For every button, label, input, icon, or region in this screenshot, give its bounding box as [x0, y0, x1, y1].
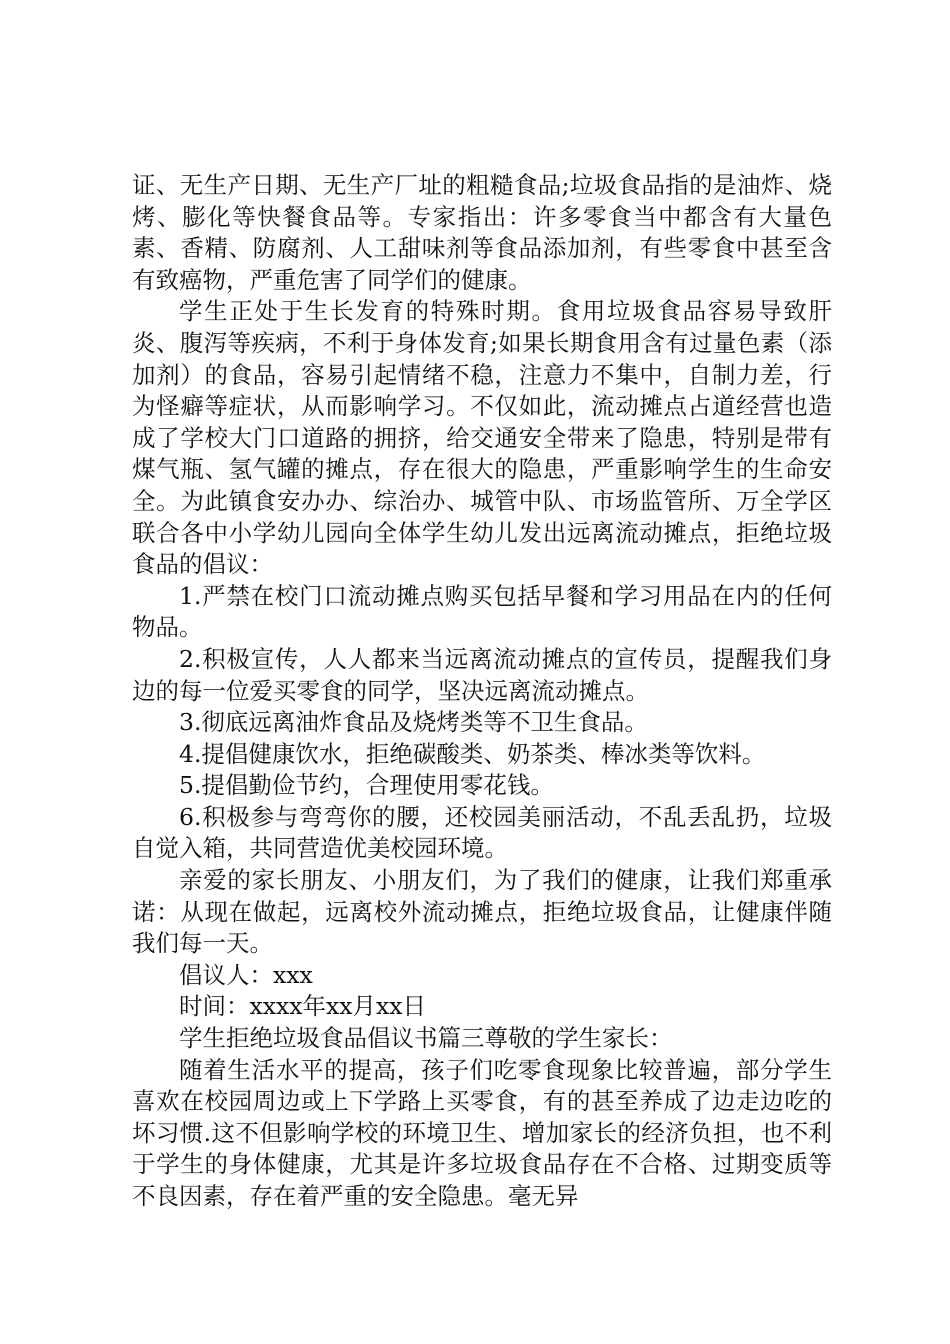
paragraph-commitment: 亲爱的家长朋友、小朋友们，为了我们的健康，让我们郑重承诺：从现在做起，远离校外流动摊点，拒绝垃圾食品，让健康伴随我们每一天。	[132, 866, 832, 958]
signature-date: 时间：xxxx年xx月xx日	[179, 992, 427, 1021]
section-heading-letter-three: 学生拒绝垃圾食品倡议书篇三尊敬的学生家长：	[179, 1024, 673, 1053]
proposal-item-6: 6.积极参与弯弯你的腰，还校园美丽活动，不乱丢乱扔，垃圾自觉入箱，共同营造优美校园环境。	[132, 802, 832, 863]
proposal-item-3: 3.彻底远离油炸食品及烧烤类等不卫生食品。	[179, 708, 648, 737]
paragraph-health-risks: 学生正处于生长发育的特殊时期。食用垃圾食品容易导致肝炎、腹泻等疾病，不利于身体发育;如果长期食用含有过量色素（添加剂）的食品，容易引起情绪不稳，注意力不集中，自制力差，行为怪癖等症状，从而影响学习。不仅如此，流动摊点占道经营也造成了学校大门口道路的拥挤，给交通安全带来了隐患，特别是带有煤气瓶、氢气罐的摊点，存在很大的隐患，严重影响学生的生命安全。为此镇食安办办、综治办、城管中队、市场监管所、万全学区联合各中小学幼儿园向全体学生幼儿发出远离流动摊点，拒绝垃圾食品的倡议：	[132, 297, 832, 579]
paragraph-snacking-habits: 随着生活水平的提高，孩子们吃零食现象比较普遍，部分学生喜欢在校园周边或上下学路上买零食，有的甚至养成了边走边吃的坏习惯.这不但影响学校的环境卫生、增加家长的经济负担，也不利于学生的身体健康，尤其是许多垃圾食品存在不合格、过期变质等不良因素，存在着严重的安全隐患。毫无异	[132, 1055, 832, 1210]
proposal-item-1: 1.严禁在校门口流动摊点购买包括早餐和学习用品在内的任何物品。	[132, 581, 832, 642]
proposal-item-5: 5.提倡勤俭节约，合理使用零花钱。	[179, 771, 554, 800]
signature-proposer: 倡议人：xxx	[179, 960, 313, 989]
proposal-item-4: 4.提倡健康饮水，拒绝碳酸类、奶茶类、棒冰类等饮料。	[179, 739, 766, 768]
paragraph-continuation: 证、无生产日期、无生产厂址的粗糙食品;垃圾食品指的是油炸、烧烤、膨化等快餐食品等。专家指出：许多零食当中都含有大量色素、香精、防腐剂、人工甜味剂等食品添加剂，有些零食中甚至含有致癌物，严重危害了同学们的健康。	[132, 171, 832, 294]
document-page	[132, 170, 832, 1213]
proposal-item-2: 2.积极宣传，人人都来当远离流动摊点的宣传员，提醒我们身边的每一位爱买零食的同学，坚决远离流动摊点。	[132, 644, 832, 705]
